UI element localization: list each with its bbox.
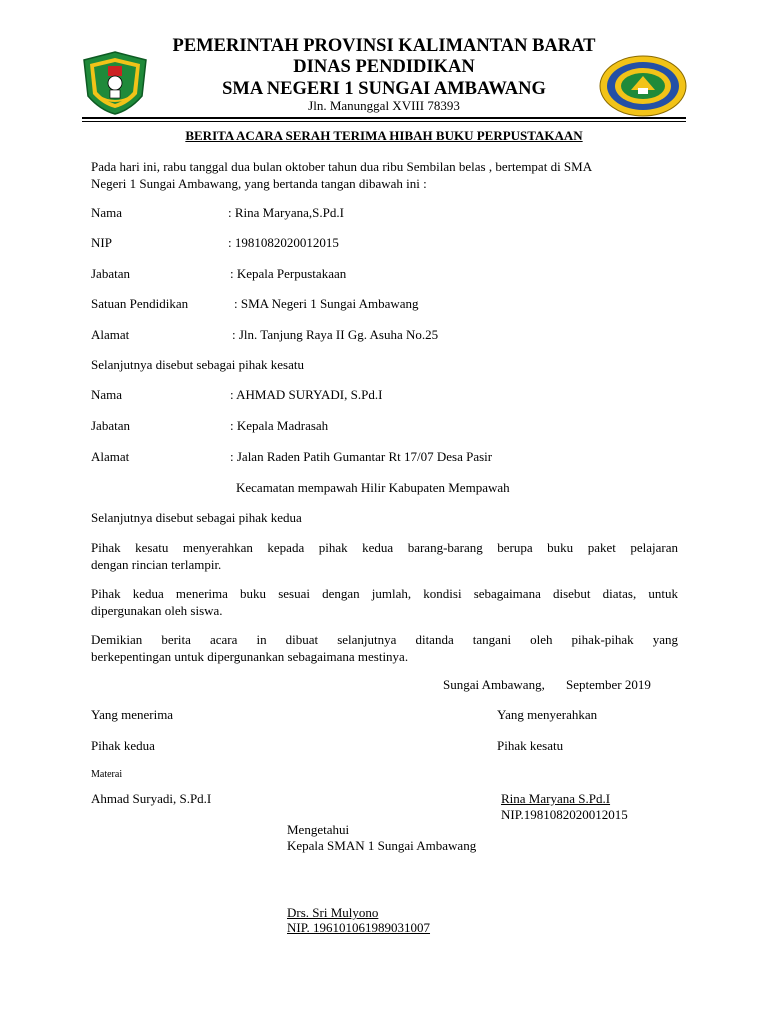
receiver-name: Ahmad Suryadi, S.Pd.I: [91, 791, 212, 806]
party1-alamat-label: Alamat: [91, 327, 130, 342]
party1-name-label: Nama: [91, 205, 123, 220]
paragraph-closing: [91, 631, 678, 665]
acknowledge-label: Mengetahui: [287, 822, 350, 837]
paragraph-closing-line-1: Demikian berita acara in dibuat selanjutnya ditanda tangani oleh pihak-pihak yang: [91, 632, 678, 647]
party2-alamat-value-2: Kecamatan mempawah Hilir Kabupaten Mempawah: [236, 480, 510, 495]
materai-label: Materai: [91, 769, 123, 780]
paragraph-receipt: [91, 585, 678, 619]
party1-designation: Selanjutnya disebut sebagai pihak kesatu: [91, 357, 305, 372]
receiver-party: Pihak kedua: [91, 738, 155, 753]
paragraph-handover-line-2: dengan rincian terlampir.: [91, 557, 222, 572]
giver-party: Pihak kesatu: [497, 738, 564, 753]
party1-alamat-value: : Jln. Tanjung Raya II Gg. Asuha No.25: [232, 327, 439, 342]
party2-designation: Selanjutnya disebut sebagai pihak kedua: [91, 510, 302, 525]
acknowledge-nip: NIP. 196101061989031007: [287, 920, 431, 935]
header-address: Jln. Manunggal XVIII 78393: [308, 98, 460, 113]
header-province: PEMERINTAH PROVINSI KALIMANTAN BARAT: [172, 36, 596, 56]
paragraph-closing-line-2: berkepentingan untuk dipergunankan sebagaimana mestinya.: [91, 649, 409, 664]
party1-name-value: : Rina Maryana,S.Pd.I: [228, 205, 344, 220]
party1-satuan-value: : SMA Negeri 1 Sungai Ambawang: [234, 296, 419, 311]
acknowledge-name: Drs. Sri Mulyono: [287, 905, 379, 920]
party1-nip-label: NIP: [91, 235, 112, 250]
header-school: SMA NEGERI 1 SUNGAI AMBAWANG: [222, 79, 546, 99]
paragraph-receipt-line-2: dipergunakan oleh siswa.: [91, 603, 223, 618]
intro-line-1: Pada hari ini, rabu tanggal dua bulan oktober tahun dua ribu Sembilan belas , bertempat di SMA: [91, 159, 593, 174]
header-department: DINAS PENDIDIKAN: [293, 57, 475, 77]
party2-jabatan-label: Jabatan: [91, 418, 130, 433]
receiver-role: Yang menerima: [91, 707, 174, 722]
party1-satuan-label: Satuan Pendidikan: [91, 296, 189, 311]
place-label: Sungai Ambawang,: [443, 677, 545, 692]
party1-nip-value: : 1981082020012015: [228, 235, 339, 250]
header-divider-thin: [82, 121, 686, 122]
party1-jabatan-value: : Kepala Perpustakaan: [230, 266, 347, 281]
province-emblem-logo: [80, 50, 150, 116]
paragraph-handover-line-1: Pihak kesatu menyerahkan kepada pihak kedua barang-barang berupa buku paket pelajaran: [91, 540, 678, 555]
party2-jabatan-value: : Kepala Madrasah: [230, 418, 329, 433]
party2-name-label: Nama: [91, 387, 123, 402]
acknowledge-role: Kepala SMAN 1 Sungai Ambawang: [287, 838, 477, 853]
header-divider-thick: [82, 117, 686, 119]
document-title: BERITA ACARA SERAH TERIMA HIBAH BUKU PERPUSTAKAAN: [185, 128, 583, 143]
intro-line-2: Negeri 1 Sungai Ambawang, yang bertanda tangan dibawah ini :: [91, 176, 427, 191]
giver-role: Yang menyerahkan: [497, 707, 598, 722]
party2-name-value: : AHMAD SURYADI, S.Pd.I: [230, 387, 383, 402]
paragraph-receipt-line-1: Pihak kedua menerima buku sesuai dengan jumlah, kondisi sebagaimana disebut diatas, untuk: [91, 586, 678, 601]
party2-alamat-value: : Jalan Raden Patih Gumantar Rt 17/07 Desa Pasir: [230, 449, 493, 464]
paragraph-handover: [91, 539, 678, 573]
party2-alamat-label: Alamat: [91, 449, 130, 464]
date-label: September 2019: [566, 677, 651, 692]
party1-jabatan-label: Jabatan: [91, 266, 130, 281]
giver-nip: NIP.1981082020012015: [501, 807, 628, 822]
giver-name: Rina Maryana S.Pd.I: [501, 791, 611, 806]
